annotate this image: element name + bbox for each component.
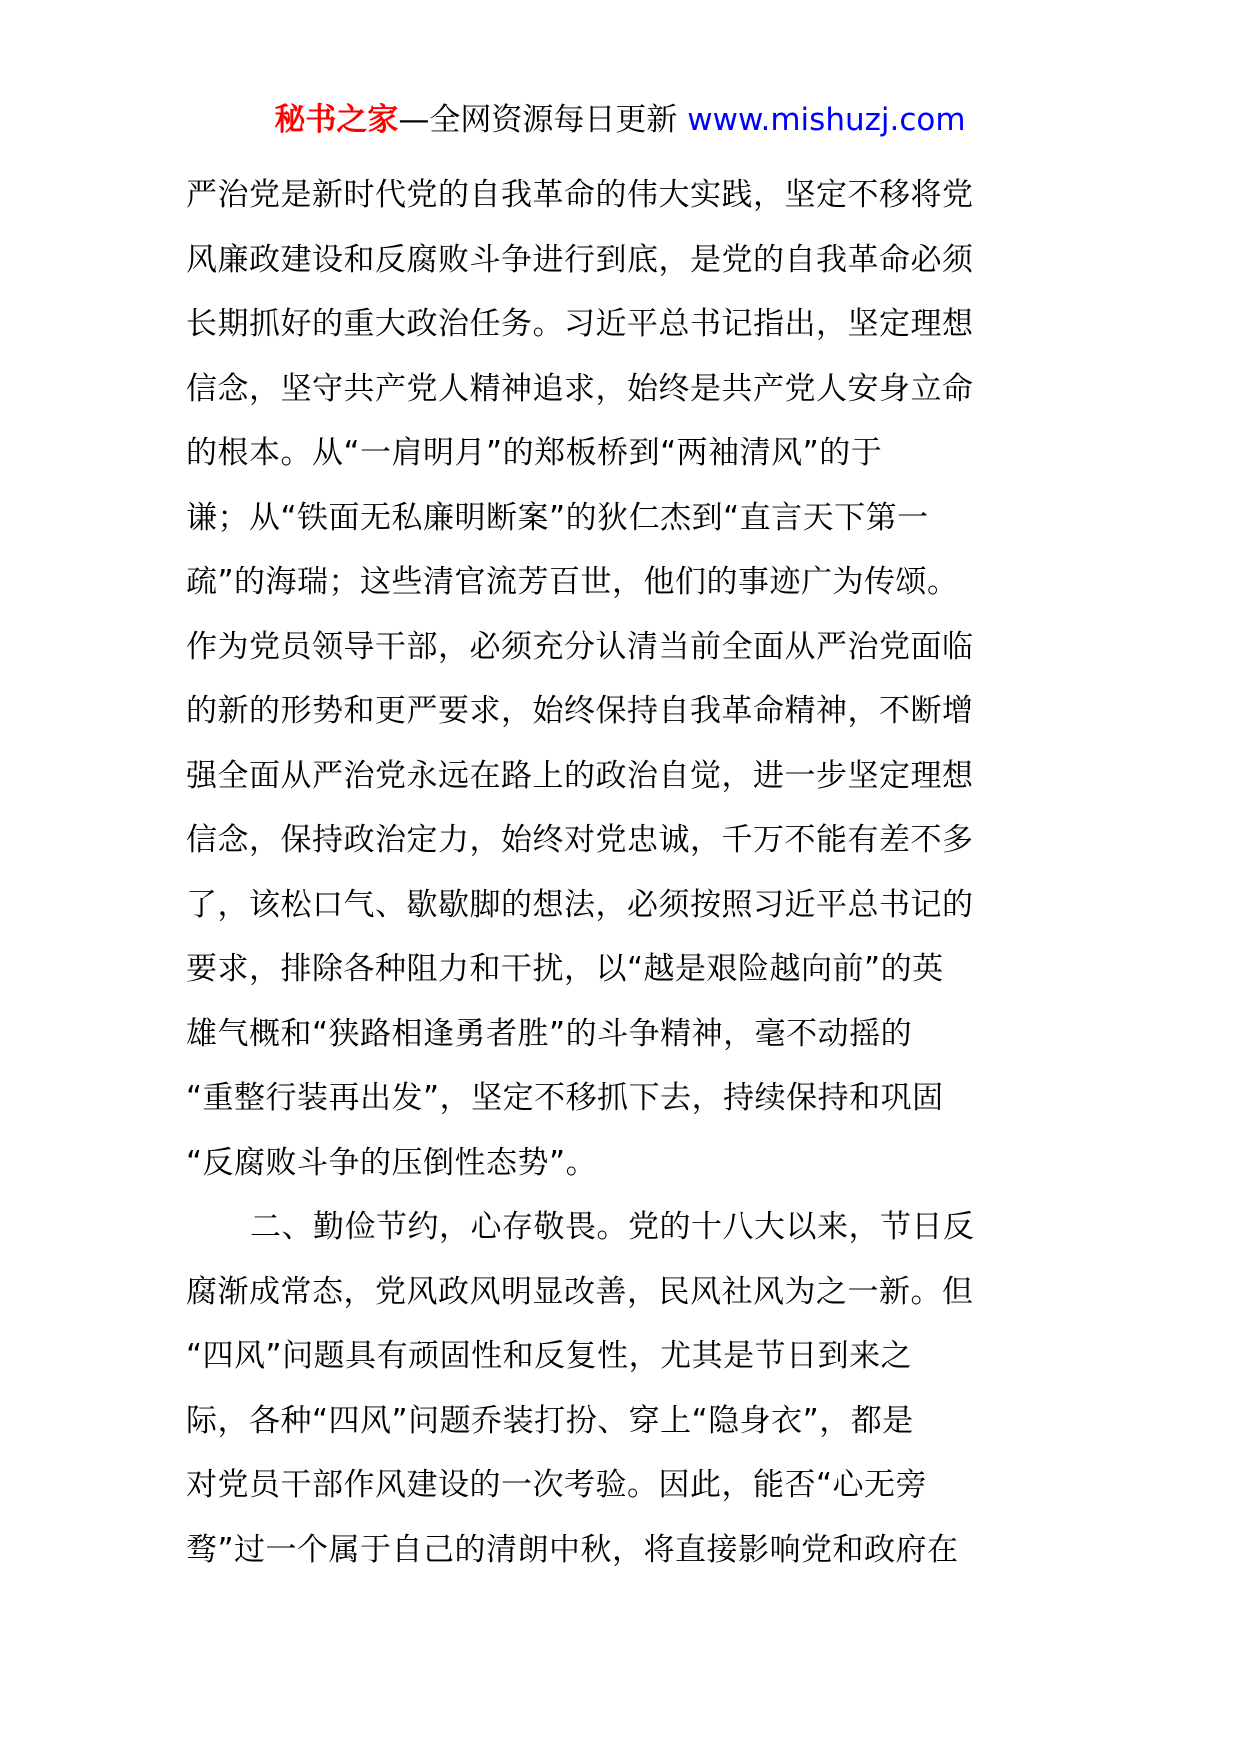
site-url-link[interactable]: www.mishuzj.com	[687, 102, 966, 138]
text-line: 骛”过一个属于自己的清朗中秋，将直接影响党和政府在	[186, 1531, 959, 1568]
text-line: 信念，保持政治定力，始终对党忠诚，千万不能有差不多	[186, 822, 974, 858]
text-line: 际，各种“四风”问题乔装打扮、穿上“隐身衣”，都是	[186, 1402, 914, 1439]
site-header	[0, 100, 1240, 140]
text-line: “反腐败斗争的压倒性态势”。	[186, 1144, 598, 1181]
text-line: 信念，坚守共产党人精神追求，始终是共产党人安身立命	[186, 370, 974, 407]
text-line: 腐渐成常态，党风政风明显改善，民风社风为之一新。但	[186, 1273, 974, 1310]
text-line: 的新的形势和更严要求，始终保持自我革命精神，不断增	[186, 693, 974, 729]
text-line: 长期抓好的重大政治任务。习近平总书记指出，坚定理想	[186, 306, 974, 342]
text-line: 谦；从“铁面无私廉明断案”的狄仁杰到“直言天下第一	[186, 499, 929, 536]
text-line: “重整行装再出发”，坚定不移抓下去，持续保持和巩固	[186, 1080, 944, 1116]
text-line: 要求，排除各种阻力和干扰，以“越是艰险越向前”的英	[186, 951, 944, 987]
text-line: 风廉政建设和反腐败斗争进行到底，是党的自我革命必须	[186, 241, 974, 278]
site-brand: 秘书之家	[274, 102, 399, 138]
site-tagline: —全网资源每日更新	[398, 102, 688, 138]
text-line: 了，该松口气、歇歇脚的想法，必须按照习近平总书记的	[186, 886, 974, 923]
text-line: 强全面从严治党永远在路上的政治自觉，进一步坚定理想	[186, 757, 974, 794]
document-body	[186, 163, 1056, 1582]
text-line: “四风”问题具有顽固性和反复性，尤其是节日到来之	[186, 1338, 913, 1374]
text-line: 作为党员领导干部，必须充分认清当前全面从严治党面临	[186, 628, 974, 665]
text-line: 雄气概和“狭路相逢勇者胜”的斗争精神，毫不动摇的	[186, 1015, 913, 1052]
text-line: 疏”的海瑞；这些清官流芳百世，他们的事迹广为传颂。	[186, 564, 959, 600]
section-heading-line: 二、勤俭节约，心存敬畏。党的十八大以来，节日反	[250, 1209, 975, 1245]
text-line: 对党员干部作风建设的一次考验。因此，能否“心无旁	[186, 1467, 928, 1503]
text-line: 的根本。从“一肩明月”的郑板桥到“两袖清风”的于	[186, 435, 883, 471]
text-line: 严治党是新时代党的自我革命的伟大实践，坚定不移将党	[186, 177, 974, 213]
